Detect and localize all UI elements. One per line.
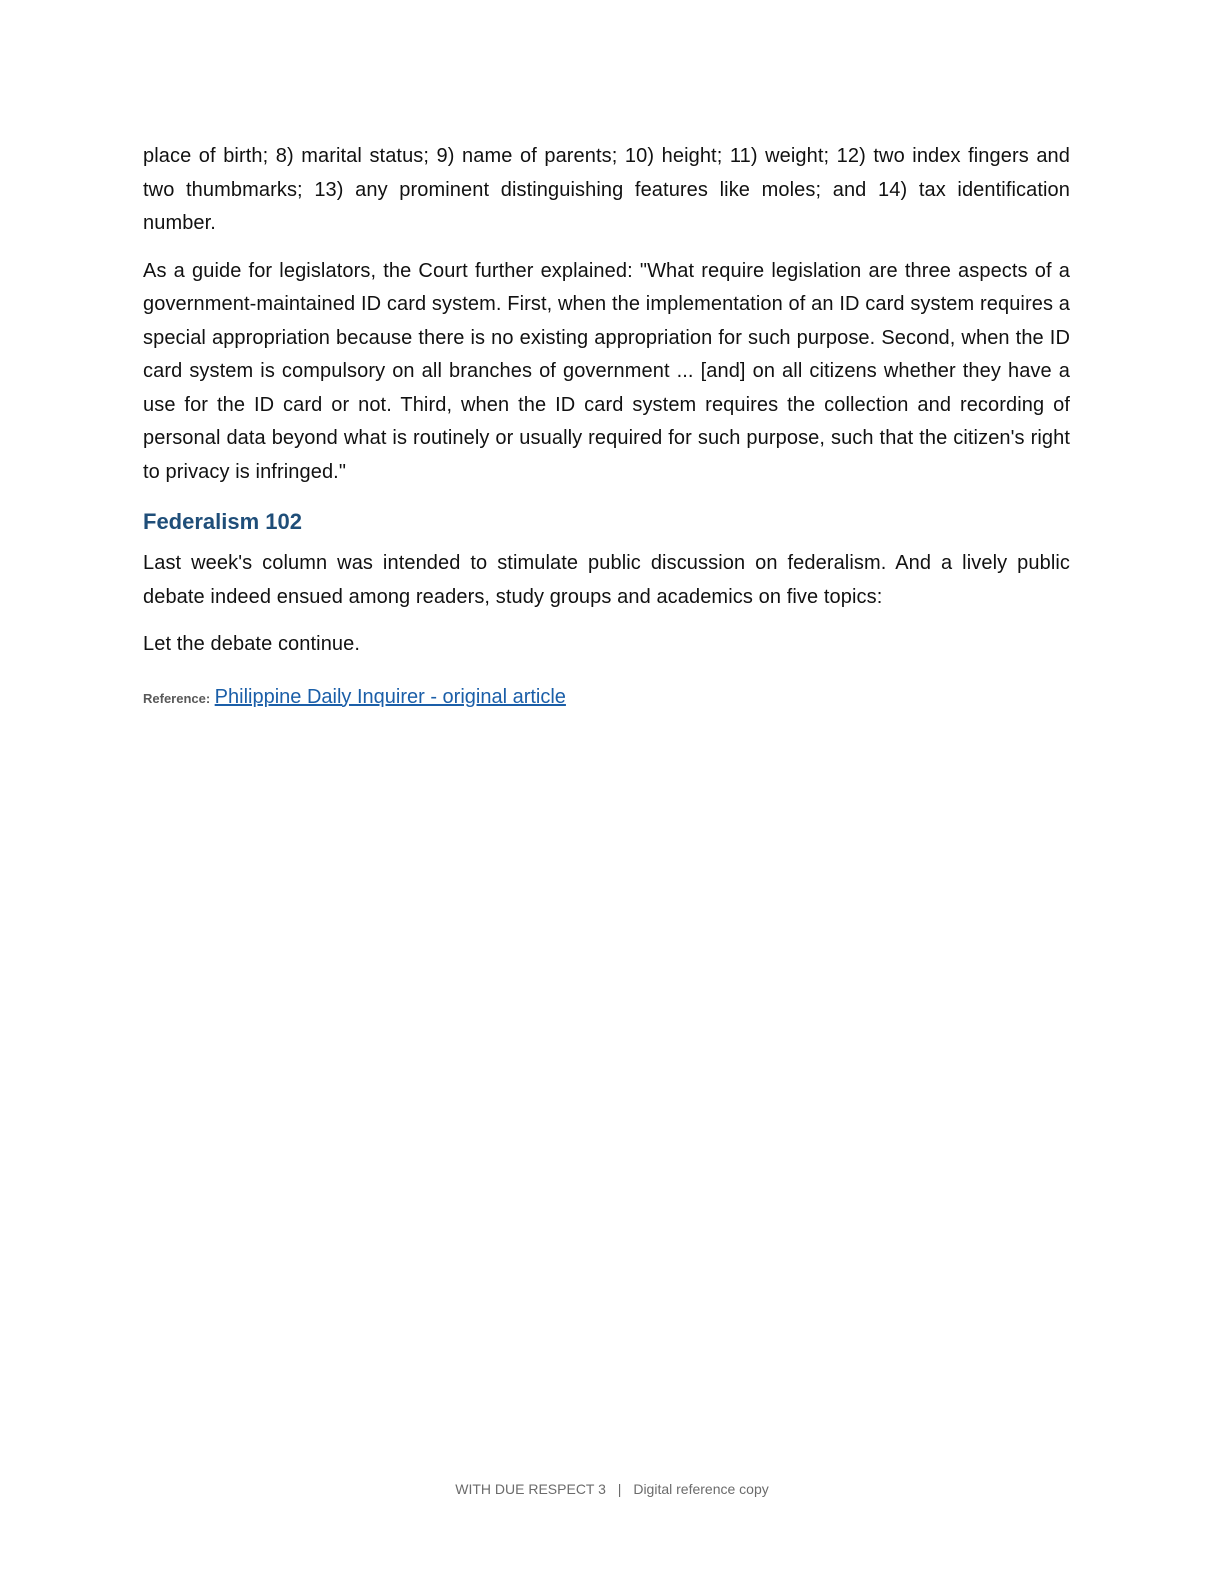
body-paragraph: As a guide for legislators, the Court further explained: "What require legislation are three aspects of a government-maintained ID card system. First, when the implementation of an ID card system requires a special appropriation because there is no existing appropriation for such purpose. Second, when the ID card system is compulsory on all branches of government ... [and] on all citizens whether they have a use for the ID card or not. Third, when the ID card system requires the collection and recording of personal data beyond what is routinely or usually required for such purpose, such that the citizen's right to privacy is infringed.": [143, 259, 1070, 483]
footer-note: Digital reference copy: [633, 1481, 769, 1497]
reference-line: [143, 682, 1070, 714]
reference-link[interactable]: Philippine Daily Inquirer - original article: [214, 685, 566, 708]
body-paragraph: Last week's column was intended to stimulate public discussion on federalism. And a lively public debate indeed ensued among readers, study groups and academics on five topics:: [143, 552, 1070, 608]
footer-title: WITH DUE RESPECT 3: [455, 1481, 606, 1497]
article-body: [143, 140, 1070, 714]
section-heading: Federalism 102: [143, 509, 302, 534]
footer-separator: |: [617, 1481, 622, 1497]
reference-label: Reference:: [143, 690, 211, 706]
closing-paragraph: Let the debate continue.: [143, 633, 361, 655]
page-footer: [0, 1478, 1224, 1500]
body-paragraph: place of birth; 8) marital status; 9) name of parents; 10) height; 11) weight; 12) two index fingers and two thumbmarks; 13) any prominent distinguishing features like moles; and 14) tax identification number.: [143, 145, 1070, 234]
